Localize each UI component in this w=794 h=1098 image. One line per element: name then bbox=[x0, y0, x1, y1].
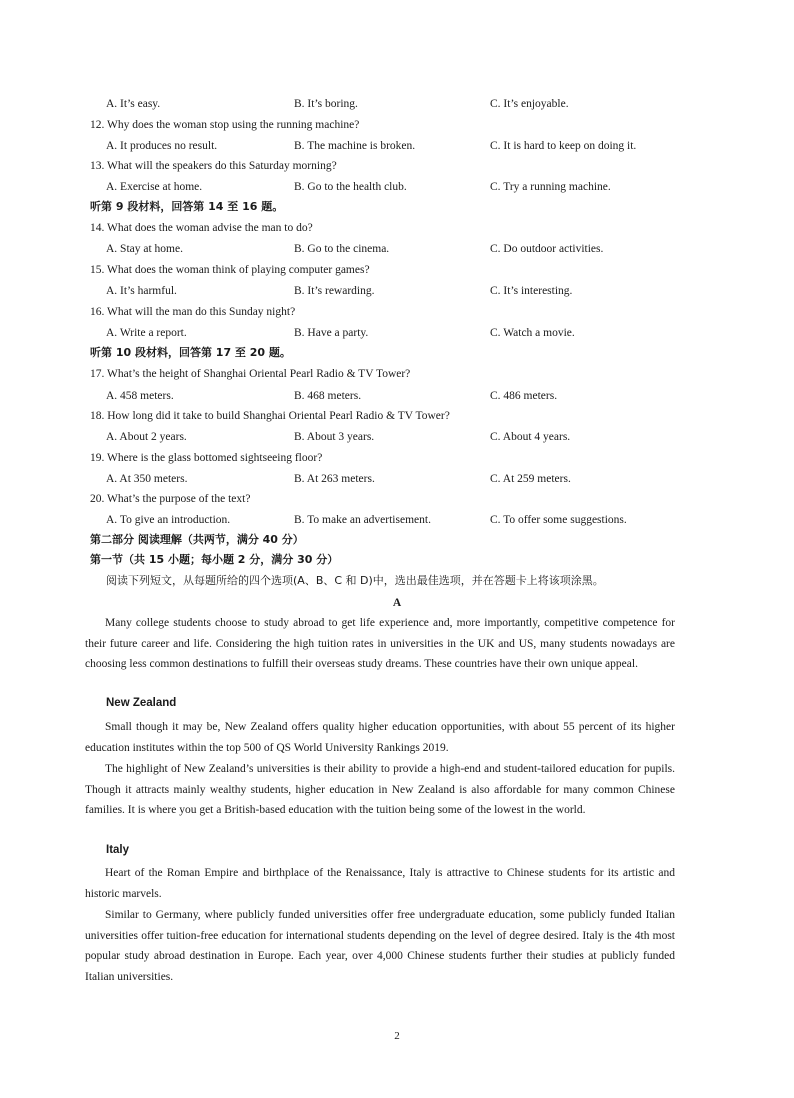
q11-option-c: C. It’s enjoyable. bbox=[490, 98, 569, 110]
q14-option-c: C. Do outdoor activities. bbox=[490, 243, 604, 255]
nz-paragraph-2: The highlight of New Zealand’s universities is their ability to provide a high-end and student-tailored education for pupils. Though it attracts mainly wealthy students, higher education in New Zealand is also affordable for many common Chinese families. It is where you get a British-based education with the tuition being some of the lowest in the world. bbox=[85, 763, 675, 817]
q17-option-c: C. 486 meters. bbox=[490, 390, 558, 402]
q15-option-c: C. It’s interesting. bbox=[490, 285, 573, 297]
q14-option-a: A. Stay at home. bbox=[106, 243, 183, 255]
passage-intro: Many college students choose to study abroad to get life experience and, more importantly, competitive competence for their future career and life. Considering the high tuition rates in universities in the UK and US, many students nowadays are choosing less common destinations to fulfill their overseas study dreams. These countries have their own unique appeal. bbox=[85, 617, 675, 671]
q18-option-b: B. About 3 years. bbox=[294, 431, 375, 443]
q16-option-c: C. Watch a movie. bbox=[490, 327, 575, 339]
italy-paragraph-2: Similar to Germany, where publicly funded universities offer free undergraduate education, some publicly funded Italian universities offer tuition-free education for international students depending on the level of degree desired. Italy is the 4th most popular study abroad destination in Europe. Each year, over 4,000 Chinese students further their studies at publicly funded Italian universities. bbox=[85, 909, 675, 984]
q12-option-b: B. The machine is broken. bbox=[294, 140, 416, 152]
q13-option-c: C. Try a running machine. bbox=[490, 181, 611, 193]
q11-option-a: A. It’s easy. bbox=[106, 98, 161, 110]
material-9-note: 听第 9 段材料，回答第 14 至 16 题。 bbox=[90, 200, 284, 213]
q20-option-b: B. To make an advertisement. bbox=[294, 514, 431, 526]
q11-option-b: B. It’s boring. bbox=[294, 98, 358, 110]
heading-italy: Italy bbox=[106, 844, 130, 856]
q17-option-a: A. 458 meters. bbox=[106, 390, 174, 402]
q19-option-a: A. At 350 meters. bbox=[106, 473, 188, 485]
q13-option-a: A. Exercise at home. bbox=[106, 181, 203, 193]
q17-stem: 17. What’s the height of Shanghai Oriental Pearl Radio & TV Tower? bbox=[90, 368, 411, 380]
q15-option-a: A. It’s harmful. bbox=[106, 285, 177, 297]
q14-option-b: B. Go to the cinema. bbox=[294, 243, 390, 255]
italy-paragraph-1: Heart of the Roman Empire and birthplace of the Renaissance, Italy is attractive to Chinese students for its artistic and historic marvels. bbox=[85, 867, 675, 900]
q18-option-a: A. About 2 years. bbox=[106, 431, 187, 443]
material-10-note: 听第 10 段材料，回答第 17 至 20 题。 bbox=[90, 346, 291, 359]
q19-option-b: B. At 263 meters. bbox=[294, 473, 375, 485]
nz-paragraph-1: Small though it may be, New Zealand offers quality higher education opportunities, with about 55 percent of its higher education institutes within the top 500 of QS World University Rankings 2019. bbox=[85, 721, 675, 754]
q19-option-c: C. At 259 meters. bbox=[490, 473, 571, 485]
q15-stem: 15. What does the woman think of playing computer games? bbox=[90, 264, 370, 276]
q13-stem: 13. What will the speakers do this Saturday morning? bbox=[90, 160, 337, 172]
q16-option-b: B. Have a party. bbox=[294, 327, 369, 339]
q15-option-b: B. It’s rewarding. bbox=[294, 285, 375, 297]
q18-option-c: C. About 4 years. bbox=[490, 431, 571, 443]
q12-option-a: A. It produces no result. bbox=[106, 140, 218, 152]
heading-new-zealand: New Zealand bbox=[106, 697, 177, 709]
part2-title: 第二部分 阅读理解（共两节，满分 40 分） bbox=[90, 533, 304, 546]
q12-stem: 12. Why does the woman stop using the running machine? bbox=[90, 119, 360, 131]
q18-stem: 18. How long did it take to build Shanghai Oriental Pearl Radio & TV Tower? bbox=[90, 410, 450, 422]
q13-option-b: B. Go to the health club. bbox=[294, 181, 407, 193]
reading-instruction: 阅读下列短文，从每题所给的四个选项(A、B、C 和 D)中，选出最佳选项，并在答题卡上将该项涂黑。 bbox=[106, 574, 604, 587]
q12-option-c: C. It is hard to keep on doing it. bbox=[490, 140, 637, 152]
q20-stem: 20. What’s the purpose of the text? bbox=[90, 493, 251, 505]
q14-stem: 14. What does the woman advise the man to do? bbox=[90, 222, 313, 234]
q20-option-c: C. To offer some suggestions. bbox=[490, 514, 627, 526]
q17-option-b: B. 468 meters. bbox=[294, 390, 362, 402]
page-number: 2 bbox=[394, 1030, 400, 1042]
q16-stem: 16. What will the man do this Sunday night? bbox=[90, 306, 296, 318]
q16-option-a: A. Write a report. bbox=[106, 327, 187, 339]
q19-stem: 19. Where is the glass bottomed sightseeing floor? bbox=[90, 452, 323, 464]
section1-title: 第一节（共 15 小题；每小题 2 分，满分 30 分） bbox=[90, 553, 339, 566]
passage-label: A bbox=[392, 597, 402, 609]
q20-option-a: A. To give an introduction. bbox=[106, 514, 231, 526]
